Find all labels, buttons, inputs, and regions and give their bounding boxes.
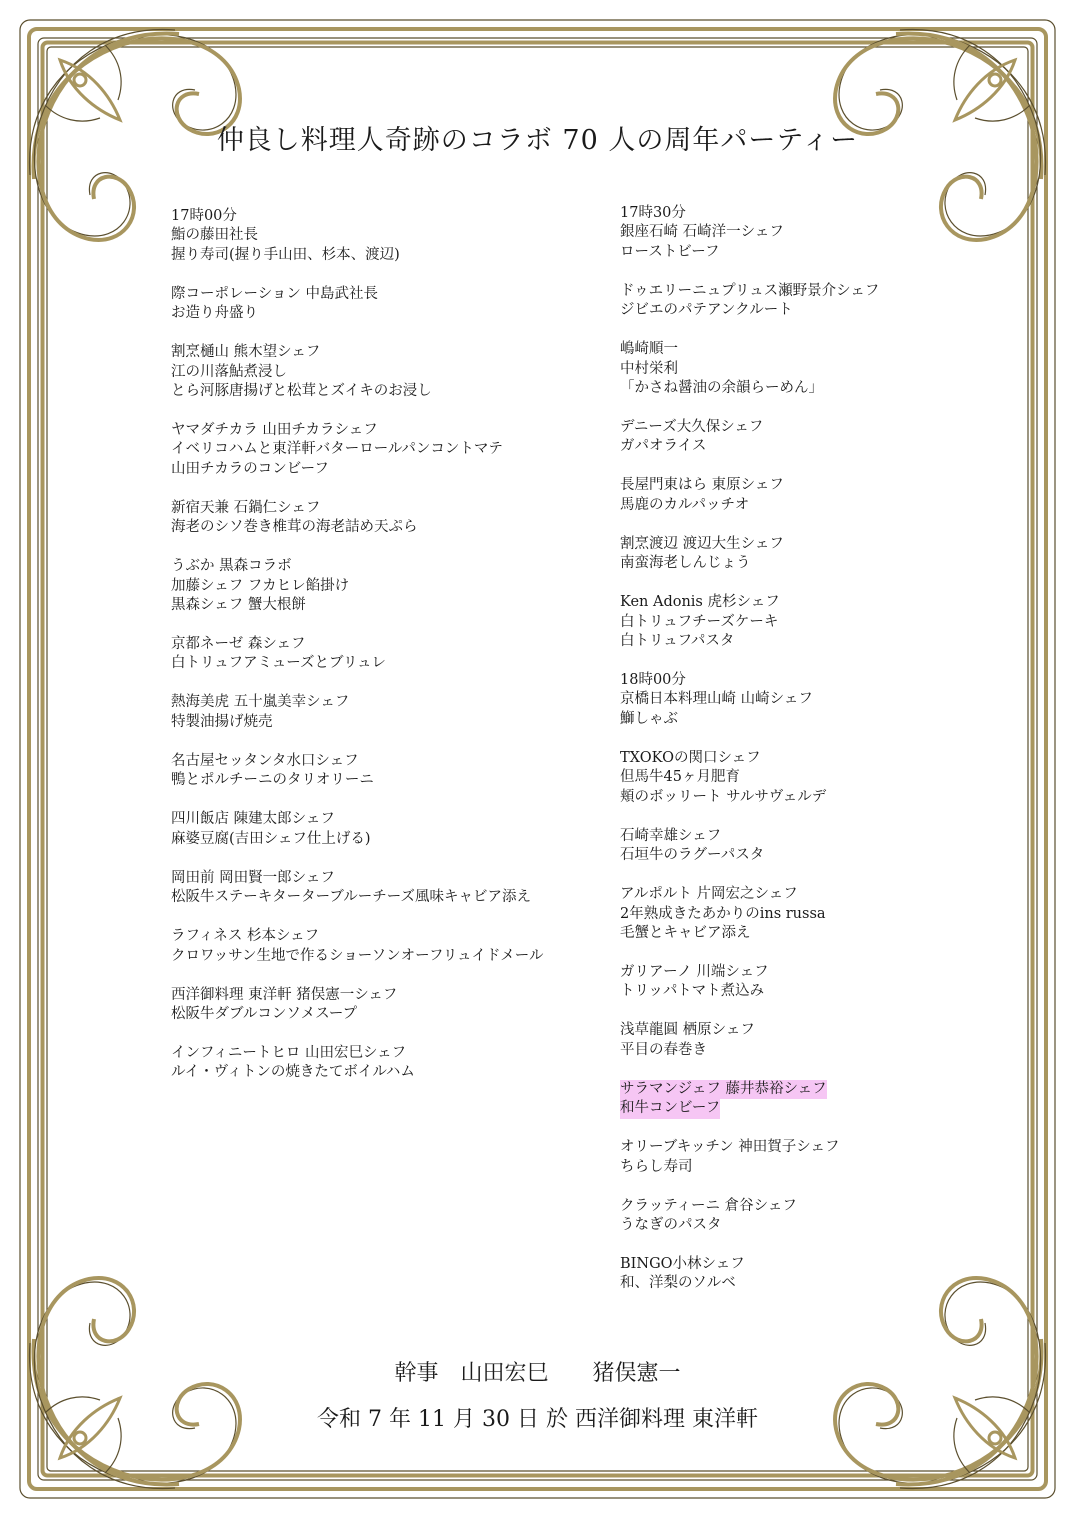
- menu-entry-line: ガリアーノ 川端シェフ: [620, 963, 769, 980]
- menu-entry-line: デニーズ大久保シェフ: [620, 419, 764, 436]
- menu-entry-line: 鮨の藤田社長: [171, 227, 258, 244]
- menu-entry-line: 石垣牛のラグーパスタ: [620, 847, 765, 864]
- menu-entry: [620, 593, 920, 651]
- menu-entry-line: 但馬牛45ヶ月肥育: [620, 769, 740, 786]
- menu-entry: [171, 635, 591, 674]
- menu-entry: [620, 1255, 920, 1294]
- menu-entry-line: ヤマダチカラ 山田チカラシェフ: [171, 422, 378, 439]
- menu-entry-line: TXOKOの関口シェフ: [620, 749, 761, 766]
- menu-entry-line: 海老のシソ巻き椎茸の海老詰め天ぷら: [171, 519, 418, 536]
- menu-entry-line: 嶋崎順一: [620, 341, 678, 358]
- menu-entry: [171, 869, 591, 908]
- menu-entry-line: 京都ネーゼ 森シェフ: [171, 636, 306, 653]
- menu-entry-line: 馬鹿のカルパッチオ: [620, 496, 750, 513]
- menu-entry: [620, 1138, 920, 1177]
- menu-entry-line: ガパオライス: [620, 438, 707, 455]
- menu-entry: [171, 557, 591, 615]
- menu-entry-line: 中村栄利: [620, 360, 678, 377]
- menu-entry: [171, 752, 591, 791]
- menu-entry: [620, 1021, 920, 1060]
- menu-entry-line: 「かさね醤油の余韻らーめん」: [620, 380, 823, 397]
- menu-entry-line: クロワッサン生地で作るショーソンオーフリュイドメール: [171, 947, 544, 964]
- menu-entry-line: うなぎのパスタ: [620, 1216, 722, 1233]
- menu-entry-line: ルイ・ヴィトンの焼きたてボイルハム: [171, 1064, 415, 1081]
- menu-entry: [171, 927, 591, 966]
- menu-entry-line: 麻婆豆腐(吉田シェフ仕上げる): [171, 830, 371, 847]
- menu-entry-line: ドゥエリーニュプリュス瀬野景介シェフ: [620, 282, 880, 299]
- menu-entry-line: ラフィネス 杉本シェフ: [171, 928, 320, 945]
- menu-entry-line: 際コーポレーション 中島武社長: [171, 285, 379, 302]
- menu-entry-line: 銀座石崎 石崎洋一シェフ: [620, 224, 784, 241]
- menu-entry-line: 鴨とポルチーニのタリオリーニ: [171, 772, 374, 789]
- menu-entry-line: 熱海美虎 五十嵐美幸シェフ: [171, 694, 350, 711]
- page-title: 仲良し料理人奇跡のコラボ 70 人の周年パーティー: [216, 125, 859, 156]
- menu-entry-line: 長屋門東はら 東原シェフ: [620, 477, 784, 494]
- menu-entry: [620, 963, 920, 1002]
- menu-entry-line: ジビエのパテアンクルート: [620, 302, 793, 319]
- menu-entry-line: 山田チカラのコンビーフ: [171, 460, 329, 477]
- menu-entry: [171, 810, 591, 849]
- menu-entry-line: 松阪牛ステーキターターブルーチーズ風味キャビア添え: [171, 889, 532, 906]
- menu-entry: [620, 827, 920, 866]
- menu-entry-line: 割烹樋山 熊木望シェフ: [171, 344, 321, 361]
- menu-entry-line: 18時00分: [620, 672, 686, 689]
- menu-entry-line: サラマンジェフ 藤井恭裕シェフ: [620, 1080, 827, 1099]
- menu-entry: [620, 282, 920, 321]
- menu-entry: [171, 343, 591, 401]
- menu-entry: [171, 421, 591, 479]
- menu-entry-line: Ken Adonis 虎杉シェフ: [620, 594, 780, 611]
- menu-entry: [620, 204, 920, 262]
- menu-entry: [171, 285, 591, 324]
- menu-entry: [620, 340, 920, 398]
- menu-column-left: [171, 207, 591, 1102]
- menu-entry-line: 17時00分: [171, 208, 237, 224]
- menu-entry-line: 17時30分: [620, 205, 686, 221]
- menu-entry: [620, 671, 920, 729]
- menu-entry-line: アルポルト 片岡宏之シェフ: [620, 886, 798, 903]
- menu-entry-line: 平目の春巻き: [620, 1041, 707, 1058]
- menu-entry-line: 2年熟成きたあかりのins russa: [620, 905, 826, 922]
- menu-entry-line: うぶか 黒森コラボ: [171, 558, 292, 575]
- menu-entry-line: 握り寿司(握り手山田、杉本、渡辺): [171, 246, 400, 263]
- menu-entry-line: ローストビーフ: [620, 243, 720, 260]
- menu-entry-line: お造り舟盛り: [171, 305, 258, 322]
- menu-entry-line: 白トリュフチーズケーキ: [620, 613, 779, 630]
- menu-entry: [620, 749, 920, 807]
- menu-entry: [620, 476, 920, 515]
- menu-entry-line: 加藤シェフ フカヒレ餡掛け: [171, 577, 350, 594]
- organizers-line: 幹事 山田宏巳 猪俣憲一: [394, 1361, 681, 1386]
- menu-entry-line: 白トリュフパスタ: [620, 633, 735, 650]
- menu-entry-line: 松阪牛ダブルコンソメスープ: [171, 1005, 358, 1022]
- menu-entry-line: 和、洋梨のソルベ: [620, 1275, 736, 1292]
- menu-entry-line: 西洋御料理 東洋軒 猪俣憲一シェフ: [171, 986, 398, 1003]
- menu-entry-line: トリッパトマト煮込み: [620, 983, 765, 1000]
- menu-entry-line: BINGO小林シェフ: [620, 1255, 745, 1272]
- menu-entry-line: 白トリュフアミューズとブリュレ: [171, 655, 387, 672]
- menu-entry: [620, 1197, 920, 1236]
- menu-entry-line: 和牛コンビーフ: [620, 1099, 720, 1118]
- menu-entry: [620, 885, 920, 943]
- menu-entry-line: 四川飯店 陳建太郎シェフ: [171, 811, 335, 828]
- menu-entry-line: 浅草龍圓 栖原シェフ: [620, 1022, 755, 1039]
- menu-column-right: [620, 204, 920, 1313]
- menu-entry-line: 岡田前 岡田賢一郎シェフ: [171, 869, 335, 886]
- menu-entry: [620, 418, 920, 457]
- menu-entry-line: 鰤しゃぶ: [620, 710, 678, 727]
- menu-entry-line: 京橋日本料理山崎 山崎シェフ: [620, 691, 813, 708]
- menu-entry: [171, 207, 591, 265]
- menu-entry-line: 石崎幸雄シェフ: [620, 827, 722, 844]
- menu-entry-line: 名古屋セッタンタ水口シェフ: [171, 752, 359, 769]
- menu-entry-line: イベリコハムと東洋軒バターロールパンコントマテ: [171, 441, 503, 458]
- menu-entry-line: 黒森シェフ 蟹大根餅: [171, 597, 306, 614]
- menu-entry: [171, 986, 591, 1025]
- menu-entry-line: 毛蟹とキャビア添え: [620, 924, 751, 941]
- menu-entry-line: クラッティーニ 倉谷シェフ: [620, 1197, 797, 1214]
- menu-entry: [620, 535, 920, 574]
- date-venue-line: 令和 7 年 11 月 30 日 於 西洋御料理 東洋軒: [317, 1407, 758, 1432]
- menu-entry-highlighted: [620, 1080, 920, 1119]
- menu-entry: [171, 1044, 591, 1083]
- menu-entry: [171, 693, 591, 732]
- menu-entry-line: 割烹渡辺 渡辺大生シェフ: [620, 535, 784, 552]
- menu-entry: [171, 499, 591, 538]
- menu-entry-line: 頬のボッリート サルサヴェルデ: [620, 788, 827, 805]
- menu-entry-line: 特製油揚げ焼売: [171, 713, 273, 730]
- menu-entry-line: 南蛮海老しんじょう: [620, 555, 751, 572]
- menu-entry-line: ちらし寿司: [620, 1158, 693, 1175]
- menu-entry-line: インフィニートヒロ 山田宏巳シェフ: [171, 1044, 407, 1061]
- menu-entry-line: 江の川落鮎煮浸し: [171, 363, 287, 380]
- menu-entry-line: 新宿天兼 石鍋仁シェフ: [171, 499, 321, 516]
- menu-entry-line: とら河豚唐揚げと松茸とズイキのお浸し: [171, 383, 432, 400]
- menu-entry-line: オリーブキッチン 神田賀子シェフ: [620, 1139, 840, 1156]
